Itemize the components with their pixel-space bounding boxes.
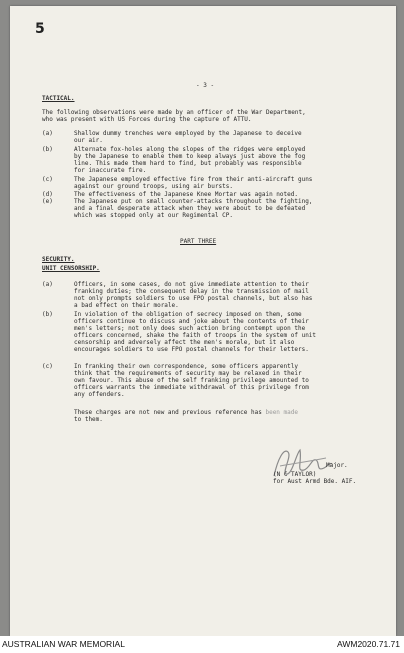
unit-censorship-subheading: UNIT CENSORSHIP. <box>42 265 100 272</box>
security-item-line: a bad effect on their morale. <box>74 302 179 309</box>
tactical-item-line: for inaccurate fire. <box>74 167 147 174</box>
tactical-item-line: and a final desperate attack when they were about to be defeated <box>74 205 306 212</box>
signatory-unit: for Aust Armd Bde. AIF. <box>273 478 357 485</box>
document-page <box>10 6 396 636</box>
tactical-item-line: The Japanese employed effective fire from their anti-aircraft guns <box>74 176 313 183</box>
corner-handwritten-mark: 5 <box>35 21 45 37</box>
tactical-item-label: (e) <box>42 198 53 205</box>
security-item-line: officers warrants the immediate withdrawal of this privilege from <box>74 384 309 391</box>
tactical-item-line: against our ground troops, using air bursts. <box>74 183 233 190</box>
signatory-rank: Major. <box>326 462 348 469</box>
signatory-name: (N C TAYLOR) <box>273 471 317 478</box>
part-three-heading: PART THREE <box>180 238 217 245</box>
security-item-label: (b) <box>42 311 53 318</box>
closing-line: to them. <box>74 416 103 423</box>
security-item-label: (c) <box>42 363 53 370</box>
tactical-item-label: (d) <box>42 191 53 198</box>
faded-text: been made <box>265 409 298 416</box>
security-heading: SECURITY. <box>42 256 75 263</box>
security-item-line: think that the requirements of security may be relaxed in their <box>74 370 302 377</box>
security-item-line: not only prompts soldiers to use FPO postal channels, but also has <box>74 295 313 302</box>
security-item-line: men's letters; not only does such action bring contempt upon the <box>74 325 306 332</box>
tactical-item-label: (b) <box>42 146 53 153</box>
tactical-item-line: our air. <box>74 137 103 144</box>
security-item-label: (a) <box>42 281 53 288</box>
security-item-line: franking duties; the consequent delay in the transmission of mail <box>74 288 309 295</box>
security-item-line: encourages soldiers to use FPO postal channels for their letters. <box>74 346 309 353</box>
archive-reference: AWM2020.71.71 <box>337 639 400 649</box>
security-item-line: In franking their own correspondence, some officers apparently <box>74 363 298 370</box>
page-number: - 3 - <box>196 82 215 89</box>
closing-line: These charges are not new and previous reference has been made <box>74 409 298 416</box>
tactical-intro-line: The following observations were made by an officer of the War Department, <box>42 109 306 116</box>
tactical-heading: TACTICAL. <box>42 95 75 102</box>
tactical-item-line: Alternate fox-holes along the slopes of the ridges were employed <box>74 146 306 153</box>
security-item-line: officers continue to discuss and joke about the contents of their <box>74 318 309 325</box>
tactical-item-line: by the Japanese to enable them to keep always just above the fog <box>74 153 306 160</box>
tactical-item-label: (c) <box>42 176 53 183</box>
tactical-intro-line: who was present with US Forces during the capture of ATTU. <box>42 116 252 123</box>
archive-name: AUSTRALIAN WAR MEMORIAL <box>2 639 125 649</box>
security-item-line: officers concerned, shake the faith of troops in the system of unit <box>74 332 317 339</box>
security-item-line: censorship and adversely affect the men's morale, but it also <box>74 339 295 346</box>
tactical-item-line: The effectiveness of the Japanese Knee Mortar was again noted. <box>74 191 298 198</box>
archive-footer <box>0 636 404 653</box>
tactical-item-line: line. This made them hard to find, but probably was responsible <box>74 160 302 167</box>
tactical-item-line: which was stopped only at our Regimental CP. <box>74 212 233 219</box>
security-item-line: Officers, in some cases, do not give immediate attention to their <box>74 281 309 288</box>
tactical-item-line: The Japanese put on small counter-attacks throughout the fighting, <box>74 198 313 205</box>
security-item-line: own favour. This abuse of the self franking privilege amounted to <box>74 377 309 384</box>
tactical-item-line: Shallow dummy trenches were employed by the Japanese to deceive <box>74 130 302 137</box>
tactical-item-label: (a) <box>42 130 53 137</box>
security-item-line: any offenders. <box>74 391 125 398</box>
security-item-line: In violation of the obligation of secrecy imposed on them, some <box>74 311 302 318</box>
